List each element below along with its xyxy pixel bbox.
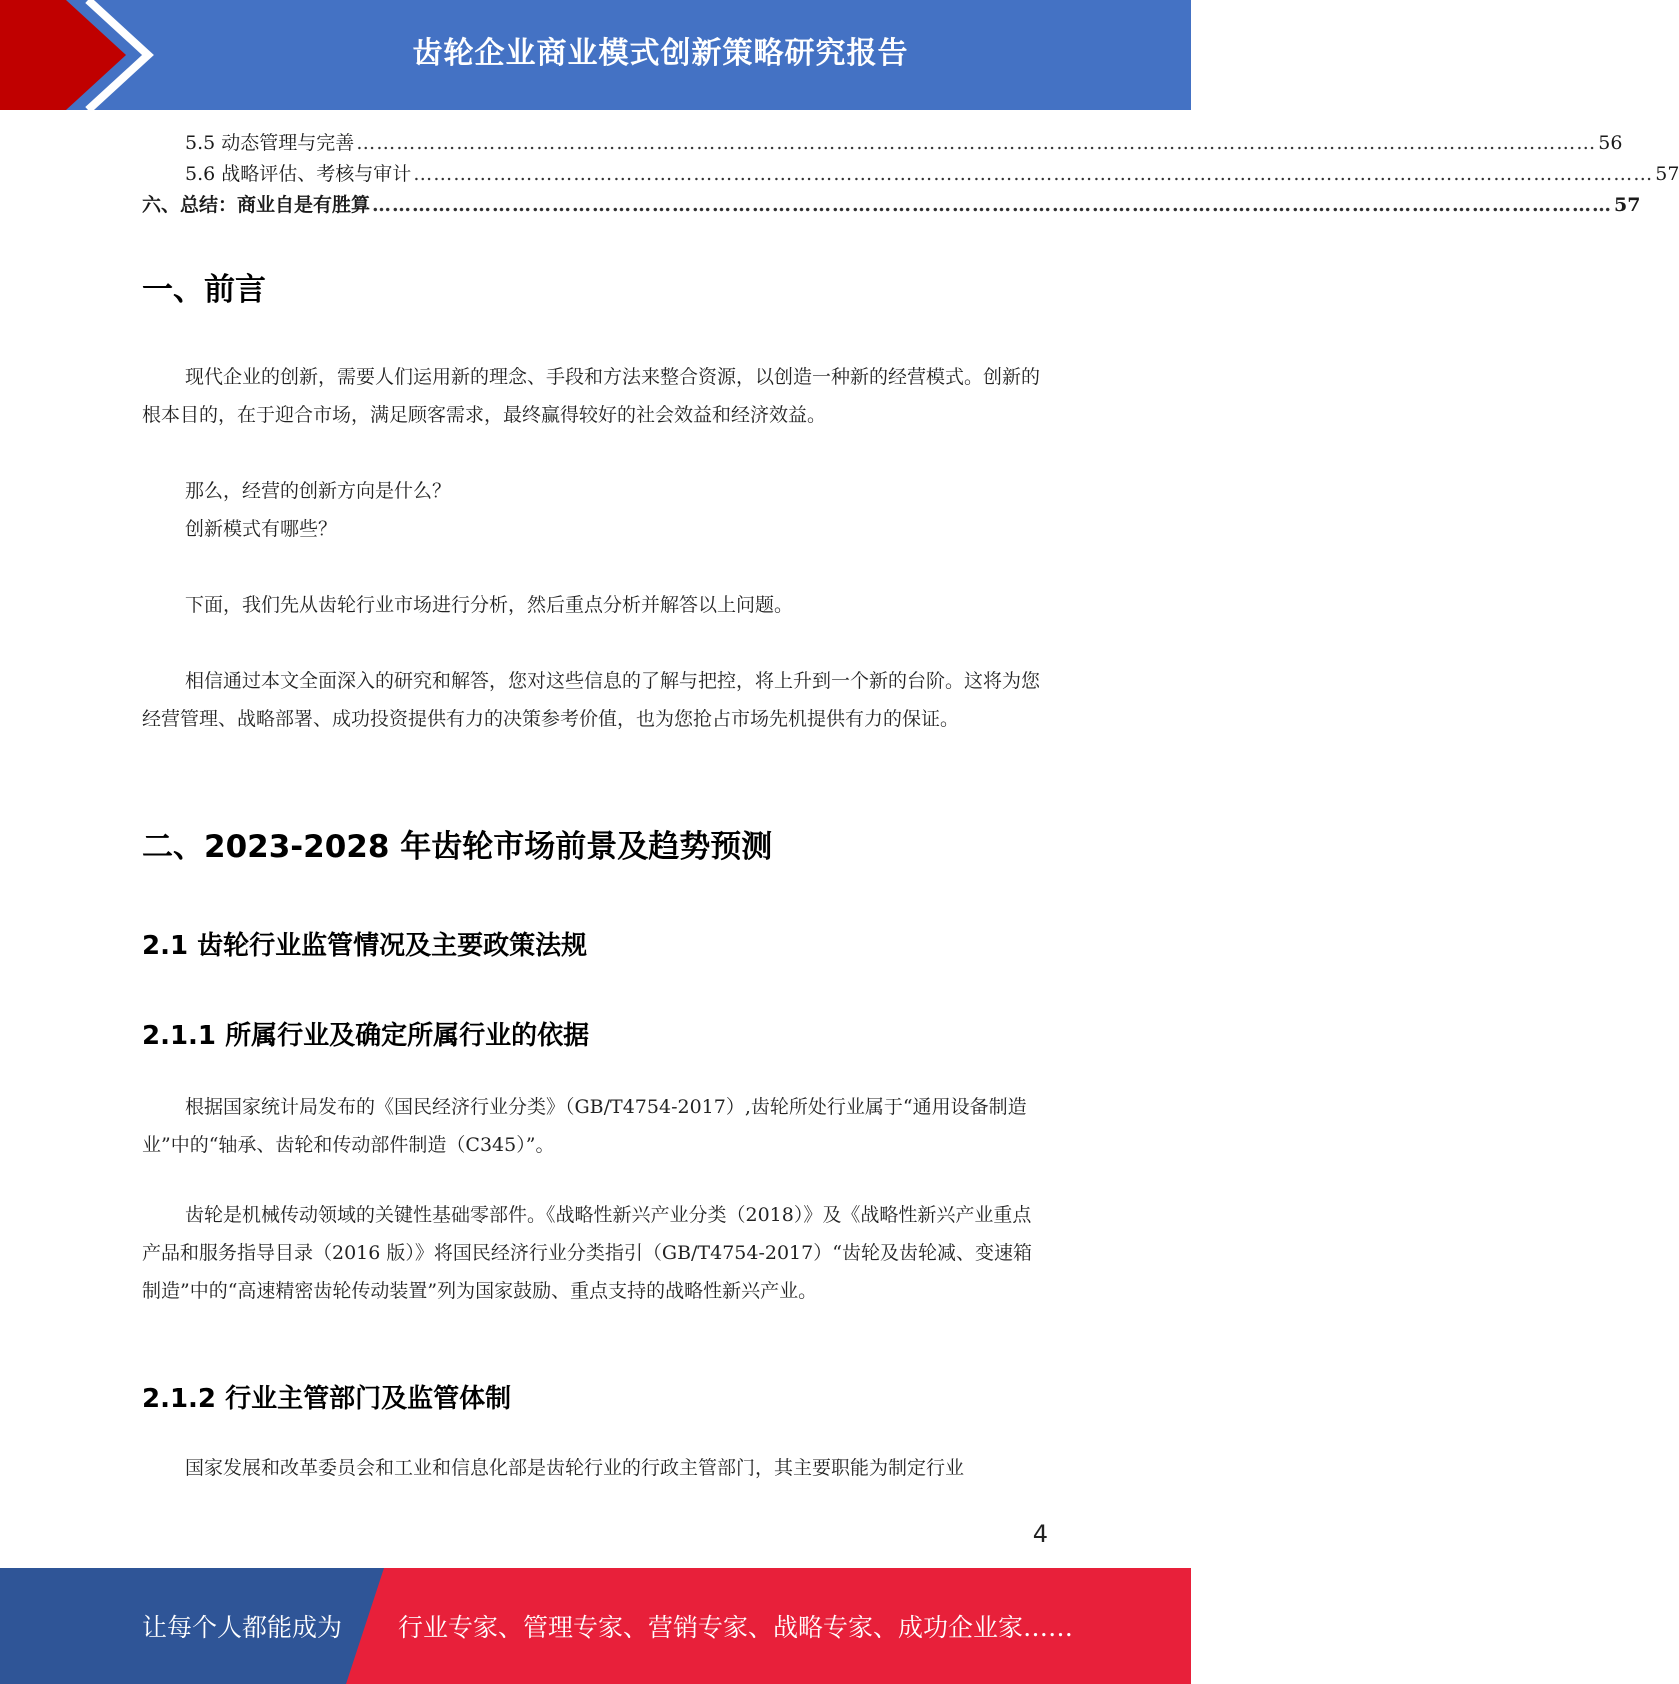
section-2-1-1-heading: 2.1.1 所属行业及确定所属行业的依据 xyxy=(142,1021,590,1051)
section-2-1-2-paragraph-1: 国家发展和改革委员会和工业和信息化部是齿轮行业的行政主管部门，其主要职能为制定行业 xyxy=(185,1457,965,1479)
section-2-1-1-paragraph-2: 齿轮是机械传动领域的关键性基础零部件。《战略性新兴产业分类（2018）》及《战略性新兴产业重点产品和服务指导目录（2016 版）》将国民经济行业分类指引（GB/T4754-2017）“齿轮及齿轮减、变速箱制造”中的“高速精密齿轮传动装置”列为国家鼓励、重点支持的战略性新兴产业。 xyxy=(142,1204,1032,1302)
preface-paragraph-1: 现代企业的创新，需要人们运用新的理念、手段和方法来整合资源，以创造一种新的经营模式。创新的根本目的，在于迎合市场，满足顾客需求，最终赢得较好的社会效益和经济效益。 xyxy=(142,366,1041,426)
page-footer xyxy=(0,1568,1191,1684)
toc-item-text: 5.5 动态管理与完善 xyxy=(185,132,355,154)
section-2-1-1-paragraph-1: 根据国家统计局发布的《国民经济行业分类》（GB/T4754-2017）,齿轮所处行业属于“通用设备制造业”中的“轴承、齿轮和传动部件制造（C345）”。 xyxy=(142,1096,1027,1156)
toc-item[interactable]: 5.5 动态管理与完善 …………………………………………………………………………………………………………………………………………………………………… 56 xyxy=(142,128,1048,159)
section-2-1-heading: 2.1 齿轮行业监管情况及主要政策法规 xyxy=(142,931,588,961)
section-2-1-2-heading: 2.1.2 行业主管部门及监管体制 xyxy=(142,1384,512,1414)
footer-slogan-right: 行业专家、管理专家、营销专家、战略专家、成功企业家…… xyxy=(398,1613,1074,1642)
preface-question-1: 那么，经营的创新方向是什么？ xyxy=(185,480,452,502)
market-heading: 二、2023-2028 年齿轮市场前景及趋势预测 xyxy=(142,829,773,865)
preface-paragraph-2: 下面，我们先从齿轮行业市场进行分析，然后重点分析并解答以上问题。 xyxy=(185,594,794,616)
preface-question-2: 创新模式有哪些？ xyxy=(185,518,338,540)
toc-item-page: 57 xyxy=(1655,163,1679,185)
toc-item-page: 56 xyxy=(1598,132,1623,154)
toc-item[interactable]: 5.6 战略评估、考核与审计 …………………………………………………………………………………………………………………………………………………………………… 57 xyxy=(142,159,1048,190)
preface-heading: 一、前言 xyxy=(142,272,266,308)
page-number: 4 xyxy=(1032,1520,1048,1548)
report-title: 齿轮企业商业模式创新策略研究报告 xyxy=(412,36,909,71)
footer-slogan-left: 让每个人都能成为 xyxy=(142,1613,343,1642)
toc-item-page: 57 xyxy=(1614,194,1641,216)
page-header xyxy=(0,0,1191,110)
toc-item-text: 5.6 战略评估、考核与审计 xyxy=(185,163,412,185)
toc-continuation xyxy=(142,128,1679,221)
toc-item[interactable]: 六、总结：商业自是有胜算 …………………………………………………………………………………………………………………………………………………………………… 57 xyxy=(142,190,1048,221)
toc-item-text: 六、总结：商业自是有胜算 xyxy=(142,194,371,216)
preface-paragraph-3: 相信通过本文全面深入的研究和解答，您对这些信息的了解与把控，将上升到一个新的台阶。这将为您经营管理、战略部署、成功投资提供有力的决策参考价值，也为您抢占市场先机提供有力的保证。 xyxy=(142,670,1041,730)
